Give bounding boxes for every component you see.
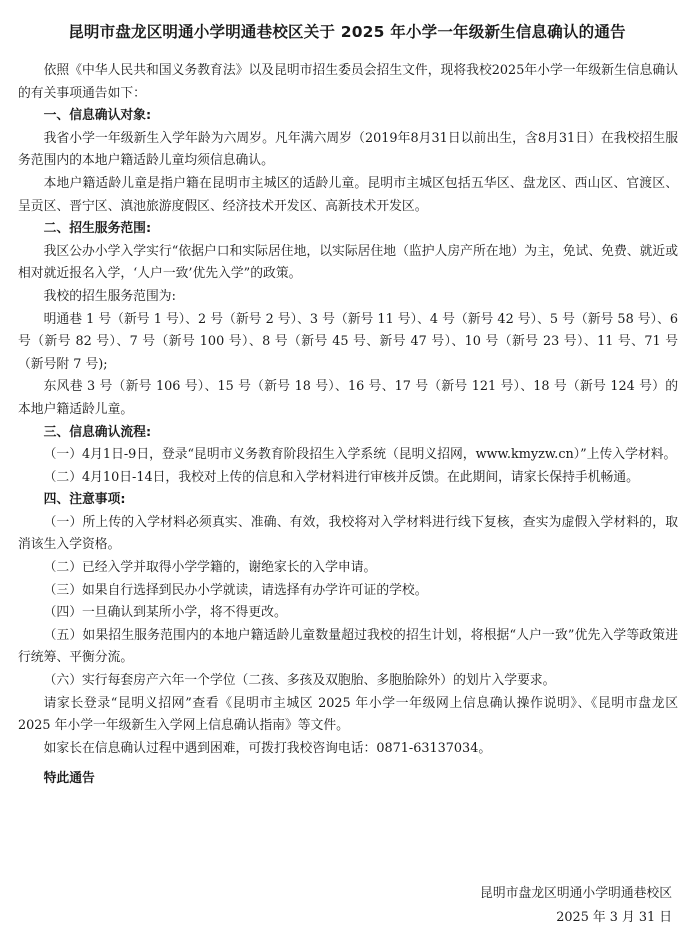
section-3-heading: 三、信息确认流程: — [43, 424, 152, 440]
section-1-paragraph: 我省小学一年级新生入学年龄为六周岁。凡年满六周岁（2019年8月31日以前出生，含8月31日）在我校招生服务范围内的本地户籍适龄儿童均须信息确认。 — [18, 130, 678, 169]
signature-org: 昆明市盘龙区明通小学明通巷校区 — [480, 886, 672, 901]
signature-block — [480, 882, 672, 930]
page-title: 昆明市盘龙区明通小学明通巷校区关于 2025 年小学一年级新生信息确认的通告 — [68, 23, 626, 41]
closing-paragraph: 请家长登录“昆明义招网”查看《昆明市主城区 2025 年小学一年级网上信息确认操作说明》、《昆明市盘龙区 2025 年小学一年级新生入学网上信息确认指南》等文件。 — [18, 695, 678, 734]
section-1-heading: 一、信息确认对象: — [43, 108, 152, 124]
section-3-paragraph: （二）4月10日-14日，我校对上传的信息和入学材料进行审核并反馈。在此期间，请家长保持手机畅通。 — [43, 469, 639, 485]
signature-date: 2025 年 3 月 31 日 — [556, 910, 672, 925]
notice-body — [18, 60, 678, 791]
section-4-paragraph: （四）一旦确认到某所小学，将不得更改。 — [43, 605, 287, 621]
section-4-paragraph: （二）已经入学并取得小学学籍的，谢绝家长的入学申请。 — [43, 560, 377, 576]
section-2-heading: 二、招生服务范围: — [43, 221, 152, 237]
section-2-paragraph: 我区公办小学入学实行“依据户口和实际居住地，以实际居住地（监护人房产所在地）为主，免试、免费、就近或相对就近报名入学，‘人户一致’优先入学”的政策。 — [18, 243, 678, 282]
closing-paragraph: 如家长在信息确认过程中遇到困难，可拨打我校咨询电话：0871-63137034。 — [43, 740, 492, 756]
section-4-paragraph: （一）所上传的入学材料必须真实、准确、有效，我校将对入学材料进行线下复核，查实为虚假入学材料的，取消该生入学资格。 — [18, 514, 678, 553]
section-2-paragraph: 东风巷 3 号（新号 106 号）、15 号（新号 18 号）、16 号、17 号（新号 121 号）、18 号（新号 124 号）的本地户籍适龄儿童。 — [18, 379, 678, 417]
section-1-paragraph: 本地户籍适龄儿童是指户籍在昆明市主城区的适龄儿童。昆明市主城区包括五华区、盘龙区、西山区、官渡区、呈贡区、晋宁区、滇池旅游度假区、经济技术开发区、高新技术开发区。 — [18, 175, 678, 214]
section-4-paragraph: （五）如果招生服务范围内的本地户籍适龄儿童数量超过我校的招生计划，将根据“人户一致”优先入学等政策进行统筹、平衡分流。 — [18, 627, 678, 666]
section-3-paragraph: （一）4月1日-9日，登录“昆明市义务教育阶段招生入学系统（昆明义招网，www.kmyzw.cn）”上传入学材料。 — [43, 447, 677, 463]
section-4-paragraph: （三）如果自行选择到民办小学就读，请选择有办学许可证的学校。 — [43, 582, 428, 598]
section-4-heading: 四、注意事项: — [43, 492, 126, 508]
section-2-paragraph: 我校的招生服务范围为: — [43, 288, 176, 304]
section-2-paragraph: 明通巷 1 号（新号 1 号）、2 号（新号 2 号）、3 号（新号 11 号）、4 号（新号 42 号）、5 号（新号 58 号）、6 号（新号 82 号）、7 号（新号 100 号）、8 号（新号 45 号、新号 47 号）、10 号（新号 23 号）、11 号、71 号（新号附 7 号); — [18, 311, 678, 372]
intro-paragraph: 依照《中华人民共和国义务教育法》以及昆明市招生委员会招生文件，现将我校2025年小学一年级新生信息确认的有关事项通告如下： — [18, 63, 678, 101]
closing-statement: 特此通告 — [43, 771, 95, 787]
section-4-paragraph: （六）实行每套房产六年一个学位（二孩、多孩及双胞胎、多胞胎除外）的划片入学要求。 — [43, 673, 556, 689]
